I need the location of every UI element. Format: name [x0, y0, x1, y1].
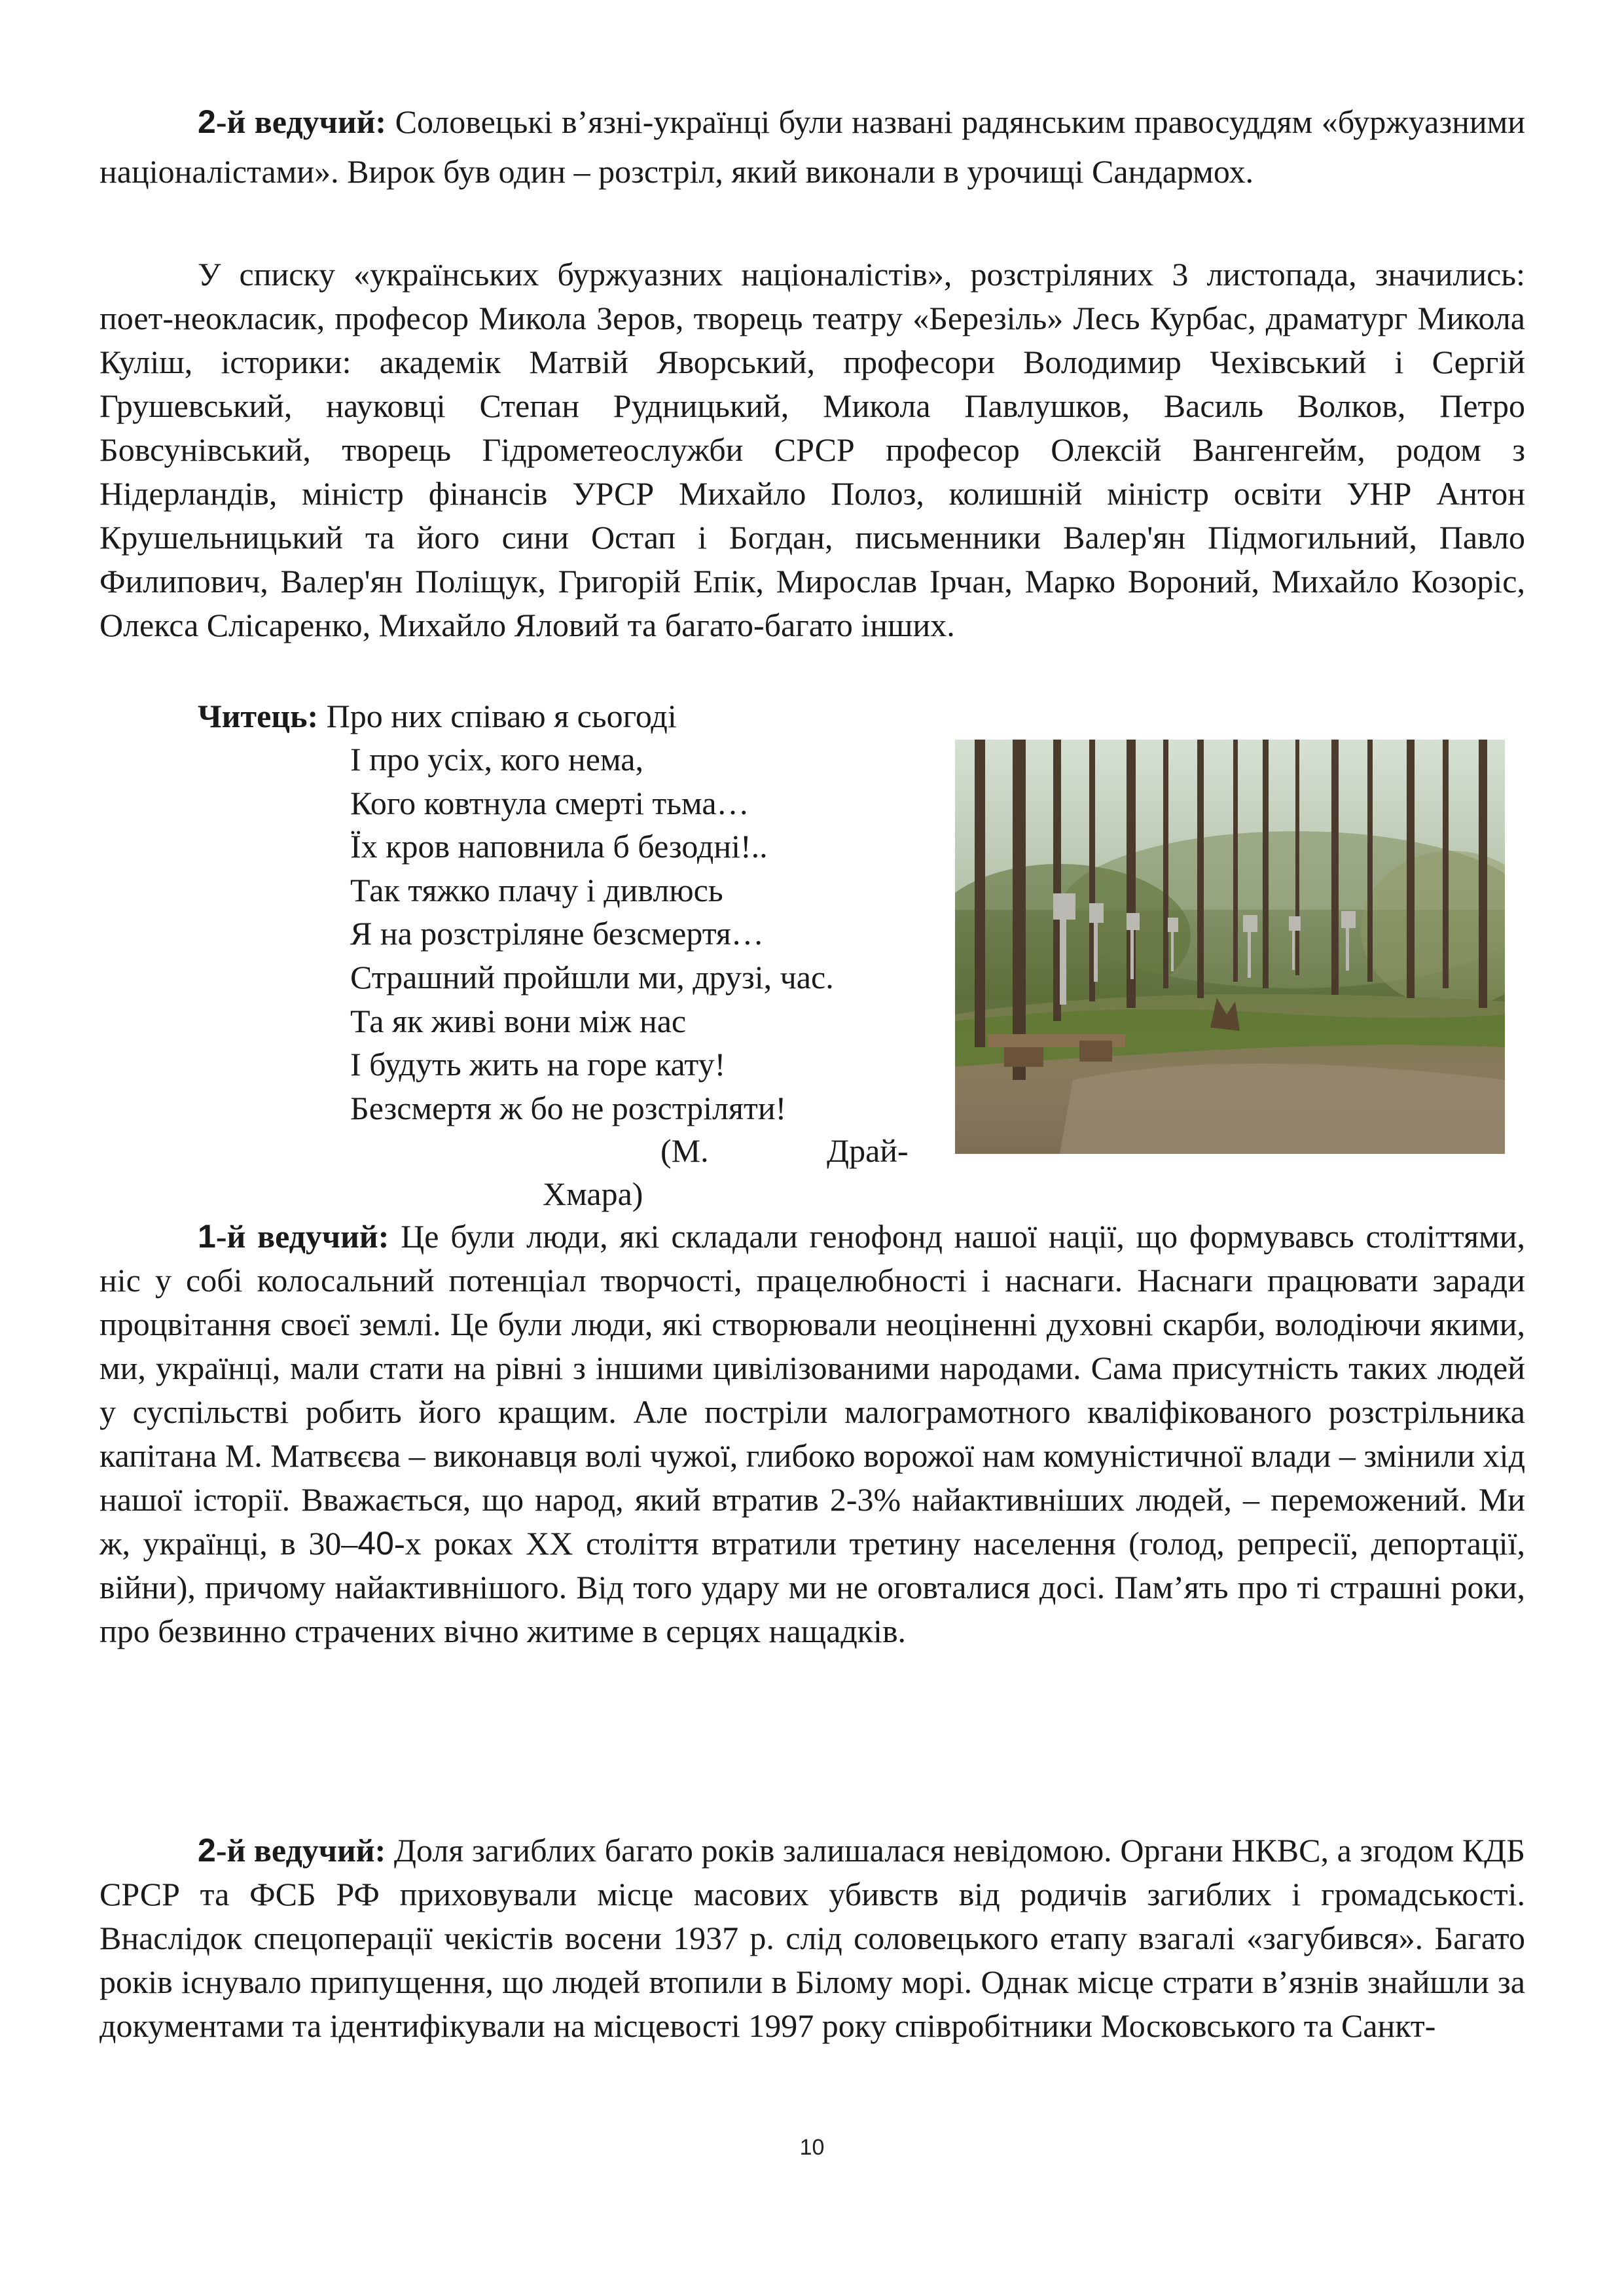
paragraph-victims-list [99, 253, 1525, 647]
paragraph-host2-intro [99, 97, 1525, 196]
speaker-label: 1-й ведучий: [198, 1218, 389, 1255]
poem [350, 738, 834, 1130]
poem-line: Безсмертя ж бо не розстріляти! [350, 1089, 787, 1126]
paragraph-text: Доля загиблих багато років залишалася невідомою. Органи НКВС, а згодом КДБ СРСР та ФСБ РФ приховували місце масових убивств від родичів загиблих і громадськості. Внаслідок спецоперації чекістів восени 1937 р. слід соловецького етапу взагалі «загубився». Багато років існувало припущення, що людей втопили в Білому морі. Однак місце страти в’язнів знайшли за документами та ідентифікували на місцевості 1997 року співробітники Московського та Санкт- [99, 1832, 1526, 2044]
sandarmokh-forest-photo [955, 740, 1505, 1154]
poem-first-line: Про них співаю я сьогоді [318, 698, 677, 734]
paragraph-text: -х роках ХХ століття втратили третину населення (голод, репресії, депортації, війни), причому найактивнішого. Від того удару ми не оговталися досі. Пам’ять про ті страшні роки, про безвинно страчених вічно житиме в серцях нащадків. [99, 1525, 1526, 1649]
speaker-label: 2-й ведучий: [198, 103, 387, 140]
poem-attribution-part1: (М. [660, 1132, 709, 1169]
poem-line: Їх кров наповнила б безодні!.. [350, 828, 768, 865]
poem-line: Так тяжко плачу і дивлюсь [350, 871, 723, 908]
page-number: 10 [799, 2135, 825, 2160]
poem-line: І будуть жить на горе кату! [350, 1046, 726, 1083]
speaker-label: 2-й ведучий: [198, 1832, 386, 1869]
poem-line: І про усіх, кого нема, [350, 741, 643, 778]
paragraph-host1-genofund [99, 1215, 1525, 1653]
poem-attribution-part3: Хмара) [543, 1175, 643, 1212]
reader-label: Читець: [198, 698, 319, 734]
speaker-number: 2 [198, 103, 216, 140]
paragraph-text: Це були люди, які складали генофонд нашої нації, що формувавсь століттями, ніс у собі колосальний потенціал творчості, працелюбності і наснаги. Наснаги працювати заради процвітання своєї землі. Це були люди, які створювали неоціненні духовні скарби, володіючи якими, ми, українці, мали стати на рівні з іншими цивілізованими народами. Сама присутність таких людей у суспільстві робить його кращим. Але постріли малограмотного кваліфікованого розстрільника капітана М. Матвєєва – виконавця волі чужої, глибоко ворожої нам комуністичної влади – змінили хід нашої історії. Вважається, що народ, який втратив 2-3% найактивніших людей, – переможений. Ми ж, українці, в 30– [99, 1218, 1526, 1562]
poem-line: Кого ковтнула смерті тьма… [350, 784, 749, 821]
poem-line: Страшний пройшли ми, друзі, час. [350, 958, 834, 996]
poem-attribution-part2: Драй- [827, 1132, 909, 1169]
paragraph-text: У списку «українських буржуазних націоналістів», розстріляних 3 листопада, значились: поет-неокласик, професор Микола Зеров, творець театру «Березіль» Лесь Курбас, драматург Микола Куліш, історики: академік Матвій Яворський, професори Володимир Чехівський і Сергій Грушевський, науковці Степан Рудницький, Микола Павлушков, Василь Волков, Петро Бовсунівський, творець Гідрометеослужби СРСР професор Олексій Вангенгейм, родом з Нідерландів, міністр фінансів УРСР Михайло Полоз, колишній міністр освіти УНР Антон Крушельницький та його сини Остап і Богдан, письменники Валер'ян Підмогильний, Павло Филипович, Валер'ян Поліщук, Григорій Епік, Мирослав Ірчан, Марко Вороний, Михайло Козоріс, Олекса Слісаренко, Михайло Яловий та багато-багато інших. [99, 256, 1525, 643]
poem-line: Та як живі вони між нас [350, 1002, 687, 1039]
speaker-number: 2 [198, 1832, 216, 1869]
reader-line [198, 694, 677, 738]
paragraph-host2-fate [99, 1829, 1525, 2048]
paragraph-number: 40 [357, 1525, 394, 1562]
speaker-number: 1 [198, 1218, 216, 1255]
paragraph-text: Соловецькі в’язні-українці були названі радянським правосуддям «буржуазними націоналістами». Вирок був один – розстріл, який виконали в урочищі Сандармох. [99, 103, 1525, 190]
poem-line: Я на розстріляне безсмертя… [350, 915, 764, 952]
